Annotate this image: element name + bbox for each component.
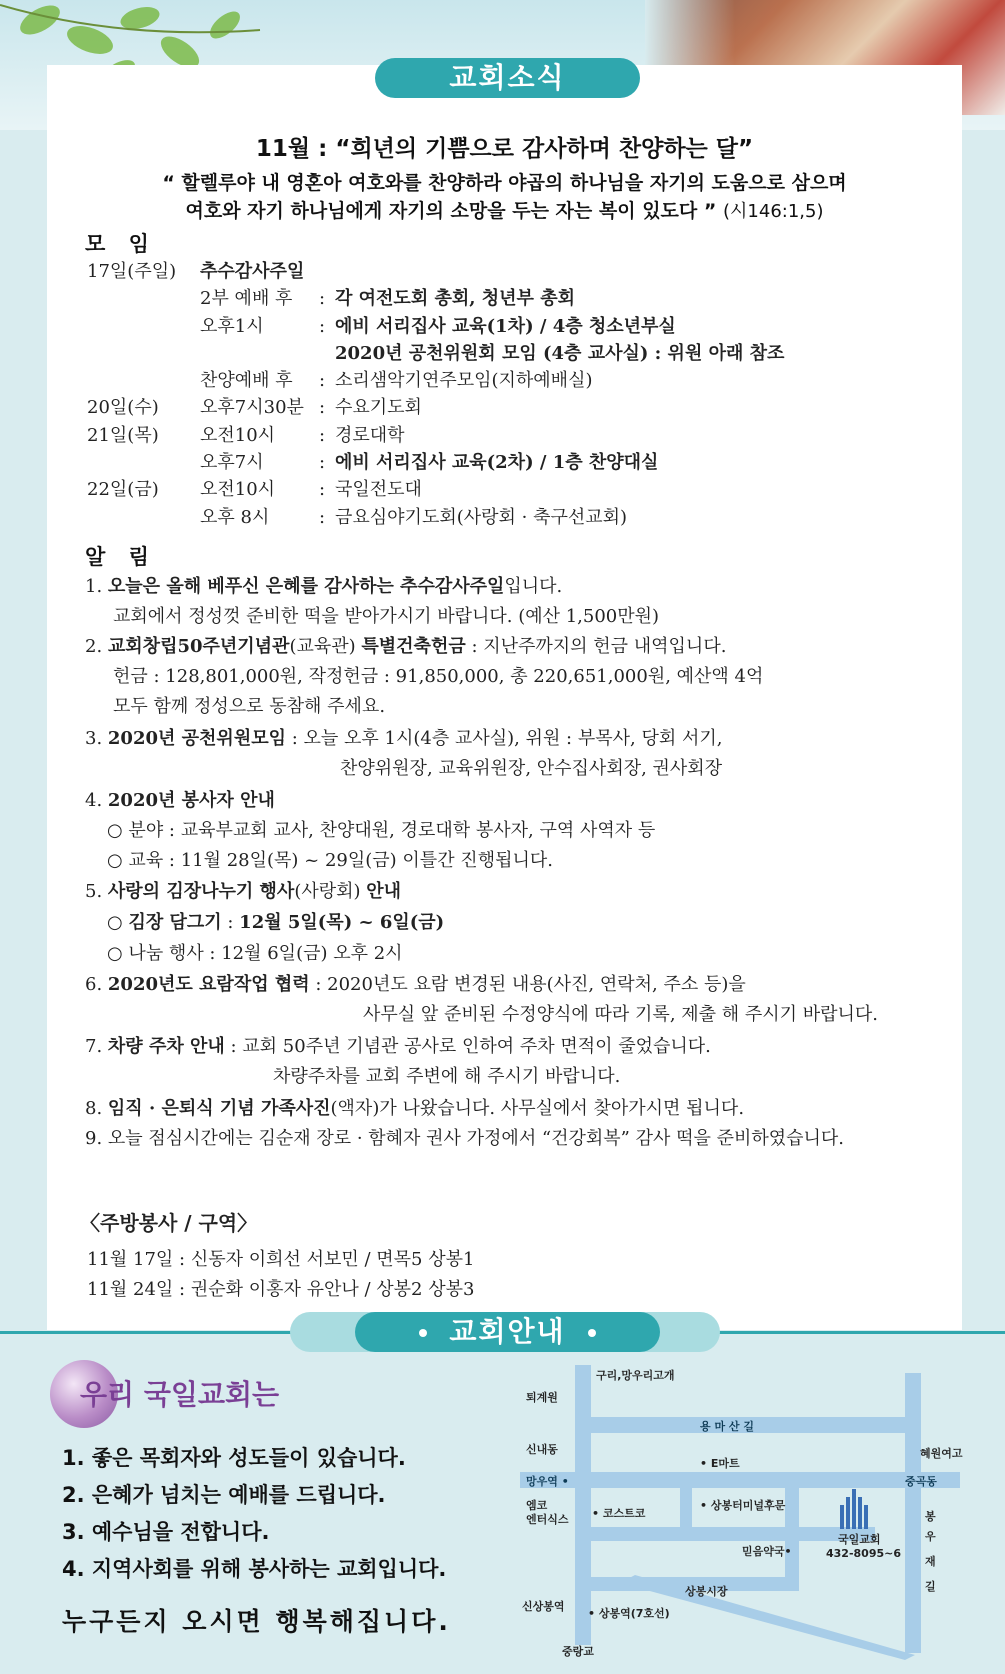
intro-item: 2. 은혜가 넘치는 예배를 드립니다. [62,1483,386,1507]
notices-title: 알 림 [85,545,157,569]
notice-line [85,572,562,598]
notice-text: 2. [85,636,108,657]
notice-line [340,754,722,780]
notice-line [107,939,403,965]
notice-text: 8. [85,1098,108,1119]
map-label: • E마트 [700,1457,740,1470]
notice-text: 4. [85,790,108,811]
map-label: 중랑교 [562,1645,594,1658]
schedule-day: 22일(금) [87,479,159,501]
map-label: 봉 [925,1510,936,1523]
schedule-time: 오전10시 [200,424,276,446]
notice-line [85,1032,711,1058]
schedule-desc: 국일전도대 [335,479,422,501]
verse-reference: (시146:1,5) [723,201,824,222]
schedule-time: 오전10시 [200,479,276,501]
notice-text: 교회에서 정성껏 준비한 떡을 받아가시기 바랍니다. (예산 1,500만원) [113,606,660,627]
schedule-desc: 경로대학 [335,424,405,446]
notice-text: 5. [85,881,108,902]
notice-line [107,908,444,934]
notice-text: 2020년 봉사자 안내 [107,790,275,811]
notice-text: 7. [85,1036,108,1057]
map-label: 432-8095~6 [826,1547,902,1560]
map-label: 퇴계원 [526,1391,558,1404]
notice-text: 차량주차를 교회 주변에 해 주시기 바랍니다. [273,1066,621,1087]
schedule-desc: 수요기도회 [335,397,422,419]
map-label: 용 마 산 길 [700,1420,754,1433]
schedule-time: 찬양예배 후 [200,370,293,392]
intro-item: 3. 예수님을 전합니다. [62,1520,270,1544]
notice-line [85,1094,744,1120]
map-label: 구리,망우리고개 [596,1369,675,1382]
map-label: 신내동 [526,1443,558,1456]
church-icon [840,1489,868,1529]
notice-text: 차량 주차 안내 [107,1036,225,1057]
map-label: 믿음약국• [742,1545,792,1558]
schedule-desc: 소리샘악기연주모임(지하예배실) [335,370,593,392]
schedule-desc: 각 여전도회 총회, 청년부 총회 [335,288,575,310]
schedule-colon: : [319,424,326,446]
notice-text: : 지난주까지의 헌금 내역입니다. [465,636,727,657]
kitchen-title: 〈주방봉사 / 구역〉 [80,1211,258,1235]
notice-text: 교회창립50주년기념관 [107,636,290,657]
intro-item: 4. 지역사회를 위해 봉사하는 교회입니다. [62,1557,447,1581]
map-label: • 상봉터미널후문 [700,1499,786,1512]
notice-text: ○ 교육 : 11월 28일(목) ~ 29일(금) 이틀간 진행됩니다. [107,850,553,871]
schedule-desc: 에비 서리집사 교육(1차) / 4층 청소년부실 [335,315,676,337]
schedule-time: 2부 예배 후 [200,288,293,310]
notice-text: 사랑의 김장나누기 행사 [107,881,295,902]
notice-line [85,786,275,812]
notice-text: 6. [85,974,108,995]
bullet-dot [419,1329,427,1337]
notice-text: 2020년도 요람작업 협력 [107,974,310,995]
verse-line-1: “ 할렐루야 내 영혼아 여호와를 찬양하라 야곱의 하나님을 자기의 도움으로 삼으며 [162,172,847,194]
meetings-title: 모 임 [85,232,157,256]
notice-text: 2020년 공천위원모임 [107,728,286,749]
guide-title-text: 교회안내 [449,1315,566,1348]
intro-title: 우리 국일교회는 [80,1378,280,1411]
map-roads [520,1365,960,1660]
map-label: 상봉시장 [685,1585,728,1598]
notice-text: 안내 [366,881,402,902]
map-label: 엔터식스 [526,1513,569,1526]
map-label: 재 [925,1555,936,1568]
map-label: • 코스트코 [592,1507,646,1520]
map-label: 길 [925,1580,936,1593]
notice-text: (사랑회) [294,881,367,902]
schedule-desc: 에비 서리집사 교육(2차) / 1층 찬양대실 [335,452,659,474]
monthly-theme: 11월 : “희년의 기쁨으로 감사하며 찬양하는 달” [255,136,754,162]
notice-line [85,632,726,658]
notice-text: 김장 담그기 [128,912,222,933]
notice-text: 입니다. [504,576,563,597]
notice-line [85,724,722,750]
map-label: 혜원여고 [920,1447,963,1460]
map-label: 중곡동 [905,1475,937,1488]
notice-line [113,602,659,628]
map-label: • 상봉역(7호선) [588,1607,670,1620]
schedule-time: 오후7시30분 [200,397,304,419]
notice-text: : 2020년도 요람 변경된 내용(사진, 연락처, 주소 등)을 [309,974,746,995]
notice-line [85,970,746,996]
location-map [520,1365,975,1660]
notice-text: : 오늘 오후 1시(4층 교사실), 위원 : 부목사, 당회 서기, [286,728,723,749]
schedule-day: 17일(주일) [87,261,177,282]
verse-line-2 [47,196,962,223]
schedule-desc: 2020년 공천위원회 모임 (4층 교사실) : 위원 아래 참조 [335,342,785,364]
notice-text: ○ 나눔 행사 : 12월 6일(금) 오후 2시 [107,943,403,964]
notice-text: (액자)가 나왔습니다. 사무실에서 찾아가시면 됩니다. [330,1098,745,1119]
notice-text: 모두 함께 정성으로 동참해 주세요. [113,696,386,717]
notice-text: ○ 분야 : 교육부교회 교사, 찬양대원, 경로대학 봉사자, 구역 사역자 등 [107,820,656,841]
map-label: 엠코 [526,1499,548,1512]
schedule-time: 오후1시 [200,315,264,337]
map-label: 신상봉역 [522,1600,565,1613]
notice-text: 1. [85,576,108,597]
notice-line [113,662,763,688]
schedule-colon: : [319,452,326,474]
notice-text: : [221,912,240,933]
notice-text: : 교회 50주년 기념관 공사로 인하여 주차 면적이 줄었습니다. [224,1036,711,1057]
schedule-day: 20일(수) [87,397,159,419]
map-label: 망우역 • [526,1475,569,1488]
notice-text: 3. [85,728,108,749]
map-label: 우 [925,1530,936,1543]
map-label: 국일교회 [838,1533,881,1546]
schedule-colon: : [319,506,326,528]
section-title-guide [355,1312,660,1352]
schedule-colon: : [319,315,326,337]
notice-line [113,692,385,718]
notice-text: 12월 5일(목) ~ 6일(금) [239,912,445,933]
notice-text: 사무실 앞 준비된 수정양식에 따라 기록, 제출 해 주시기 바랍니다. [363,1004,879,1025]
notice-line [107,846,553,872]
notice-line [273,1062,620,1088]
schedule-day: 21일(목) [87,424,159,446]
schedule-time: 오후7시 [200,452,264,474]
schedule-time: 오후 8시 [200,506,270,528]
notice-text: 9. 오늘 점심시간에는 김순재 장로 · 함혜자 권사 가정에서 “건강회복” 감사 떡을 준비하였습니다. [85,1128,845,1149]
section-title-news: 교회소식 [375,58,640,98]
kitchen-line: 11월 24일 : 권순화 이홍자 유안나 / 상봉2 상봉3 [87,1279,475,1300]
notice-text: 특별건축헌금 [361,636,466,657]
verse-line-2-text: 여호와 자기 하나님에게 자기의 소망을 두는 자는 복이 있도다 ” [185,200,717,222]
schedule-time: 추수감사주일 [200,261,305,282]
notice-text: ○ [107,912,129,933]
schedule-colon: : [319,288,326,310]
notice-line [363,1000,878,1026]
slogan: 누구든지 오시면 행복해집니다. [62,1607,451,1636]
kitchen-line: 11월 17일 : 신동자 이희선 서보민 / 면목5 상봉1 [87,1249,475,1270]
notice-text: 오늘은 올해 베푸신 은혜를 감사하는 추수감사주일 [107,576,505,597]
schedule-colon: : [319,370,326,392]
schedule-colon: : [319,479,326,501]
notice-text: 헌금 : 128,801,000원, 작정헌금 : 91,850,000, 총 220,651,000원, 예산액 4억 [113,666,764,687]
intro-item: 1. 좋은 목회자와 성도들이 있습니다. [62,1446,406,1470]
schedule-colon: : [319,397,326,419]
bullet-dot [588,1329,596,1337]
notice-text: 찬양위원장, 교육위원장, 안수집사회장, 권사회장 [340,758,723,779]
notice-line [107,816,655,842]
notice-text: 임직 · 은퇴식 기념 가족사진 [107,1098,331,1119]
notice-line [85,1124,844,1150]
schedule-desc: 금요심야기도회(사랑회 · 축구선교회) [335,506,628,528]
notice-line [85,877,401,903]
notice-text: (교육관) [289,636,362,657]
